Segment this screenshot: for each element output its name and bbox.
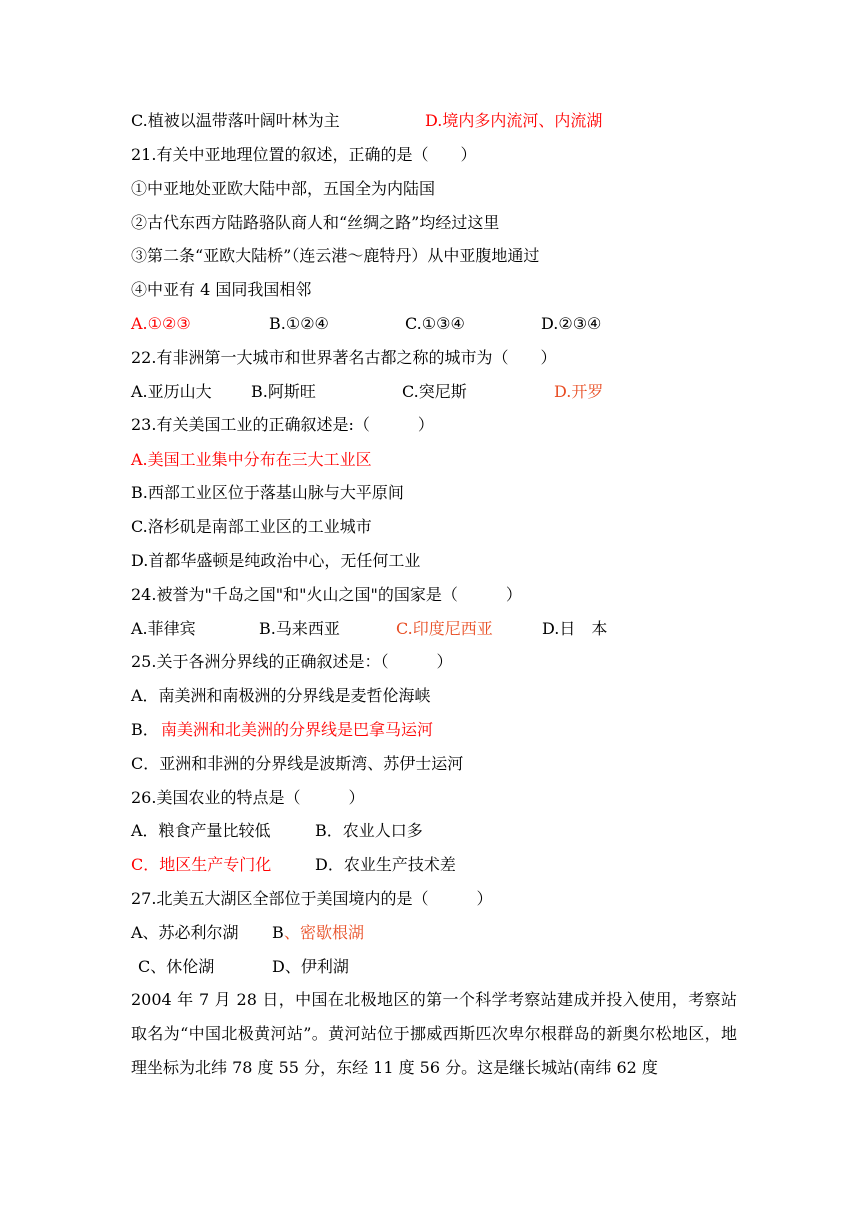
q22-option-a: A.亚历山大: [131, 382, 212, 401]
q21-option-c: C.①③④: [405, 314, 465, 333]
q21-statement-4: ④中亚有 4 国同我国相邻: [131, 280, 312, 299]
q27-option-c: C、休伦湖: [138, 957, 215, 976]
q25-stem: 25.关于各洲分界线的正确叙述是：（ ）: [131, 652, 453, 671]
q22-answer-d: D.开罗: [554, 382, 604, 401]
q22-option-c: C.突尼斯: [402, 382, 467, 401]
q24-option-b: B.马来西亚: [259, 619, 340, 638]
q25-answer-b: 南美洲和北美洲的分界线是巴拿马运河: [161, 720, 434, 739]
q23-option-d: D.首都华盛顿是纯政治中心，无任何工业: [131, 551, 421, 570]
q21-statement-1: ①中亚地处亚欧大陆中部，五国全为内陆国: [131, 179, 436, 198]
q22-stem: 22.有非洲第一大城市和世界著名古都之称的城市为（ ）: [131, 348, 557, 367]
q23-answer-a: A.美国工业集中分布在三大工业区: [131, 450, 372, 469]
q27-stem: 27.北美五大湖区全部位于美国境内的是（ ）: [131, 889, 493, 908]
q24-option-a: A.菲律宾: [131, 619, 196, 638]
q24-option-d: D.日 本: [542, 619, 608, 638]
q20-option-c: C.植被以温带落叶阔叶林为主: [131, 111, 340, 130]
q21-option-b: B.①②④: [269, 314, 329, 333]
q27-option-a: A、苏必利尔湖: [131, 923, 239, 942]
q26-stem: 26.美国农业的特点是（ ）: [131, 788, 365, 807]
q27-answer-b: 、密歇根湖: [284, 923, 365, 942]
q27-option-d: D、伊利湖: [272, 957, 349, 976]
q24-answer-c: C.印度尼西亚: [396, 619, 493, 638]
q24-stem: 24.被誉为"千岛之国"和"火山之国"的国家是（ ）: [131, 585, 522, 604]
q26-option-d: D．农业生产技术差: [315, 855, 456, 874]
q22-option-b: B.阿斯旺: [251, 382, 316, 401]
q26-option-a: A．粮食产量比较低: [131, 821, 271, 840]
q21-statement-2: ②古代东西方陆路骆队商人和“丝绸之路”均经过这里: [131, 213, 500, 232]
q23-option-b: B.西部工业区位于落基山脉与大平原间: [131, 483, 404, 502]
q21-statement-3: ③第二条“亚欧大陆桥”（连云港～鹿特丹）从中亚腹地通过: [131, 246, 540, 265]
q21-stem: 21.有关中亚地理位置的叙述，正确的是（ ）: [131, 145, 477, 164]
q26-option-b: B．农业人口多: [315, 821, 423, 840]
q23-option-c: C.洛杉矶是南部工业区的工业城市: [131, 517, 372, 536]
q27-option-b-prefix: B: [272, 923, 284, 942]
q25-option-a: A．南美洲和南极洲的分界线是麦哲伦海峡: [131, 686, 431, 705]
q25-option-b-prefix: B．: [131, 720, 159, 739]
q21-answer-a: A.①②③: [131, 314, 191, 333]
q21-option-d: D.②③④: [541, 314, 602, 333]
q25-option-c: C．亚洲和非洲的分界线是波斯湾、苏伊士运河: [131, 754, 464, 773]
passage-paragraph: 2004 年 7 月 28 日，中国在北极地区的第一个科学考察站建成并投入使用，考察站取名为“中国北极黄河站”。黄河站位于挪威西斯匹次卑尔根群岛的新奥尔松地区，地理坐标为北纬 78 度 55 分，东经 11 度 56 分。这是继长城站(南纬 62 度: [131, 990, 737, 1077]
q23-stem: 23.有关美国工业的正确叙述是:（ ）: [131, 415, 434, 434]
q20-answer-d: D.境内多内流河、内流湖: [425, 111, 603, 130]
q26-answer-c: C．地区生产专门化: [131, 855, 272, 874]
